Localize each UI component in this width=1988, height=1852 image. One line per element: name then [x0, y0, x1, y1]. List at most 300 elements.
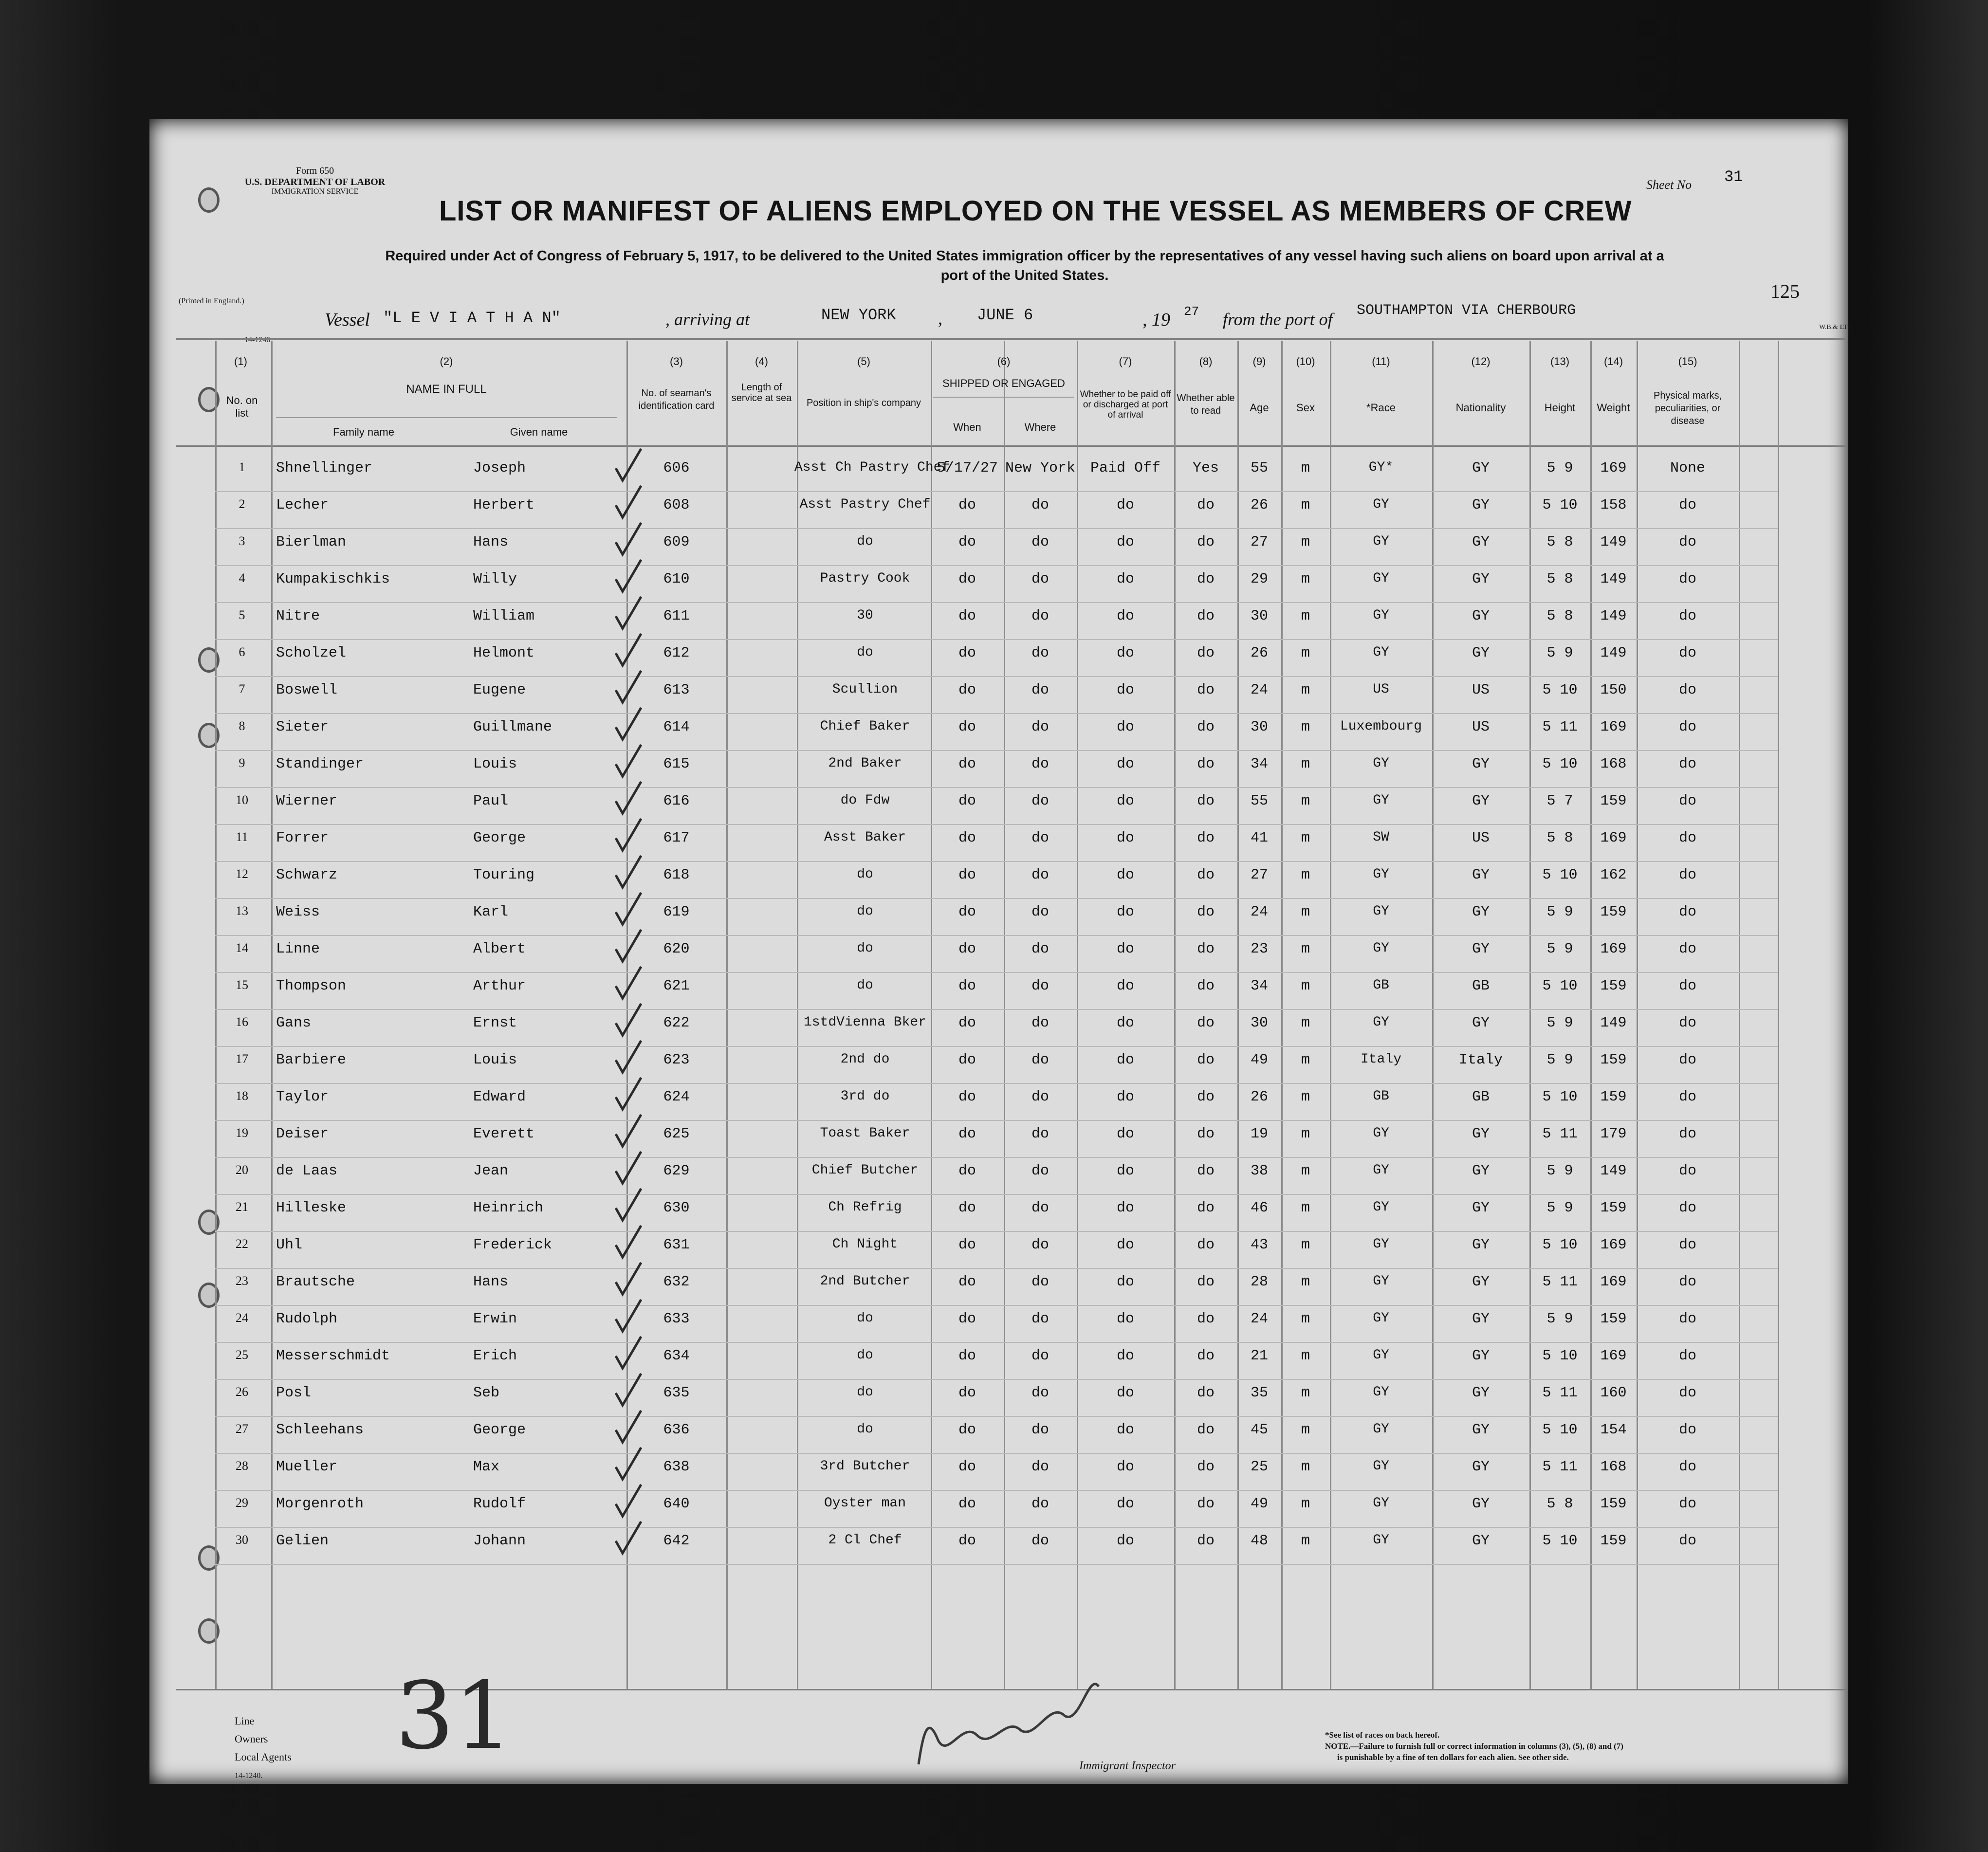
given-name: Frederick — [473, 1237, 552, 1253]
race: GY — [1373, 904, 1389, 919]
id-card-number: 608 — [663, 497, 690, 513]
race: Italy — [1360, 1052, 1401, 1067]
shipped-where: do — [1031, 571, 1049, 587]
height: 5 9 — [1546, 1015, 1573, 1031]
physical-marks: do — [1678, 1385, 1696, 1401]
race: GY — [1373, 1311, 1389, 1326]
family-name: Messerschmidt — [276, 1348, 390, 1364]
paid-off-status: do — [1116, 719, 1134, 735]
row-line — [215, 565, 1778, 566]
race: GB — [1373, 1089, 1389, 1104]
row-number: 3 — [239, 534, 245, 548]
shipped-when: do — [958, 1052, 976, 1068]
shipped-when: do — [958, 1422, 976, 1438]
height: 5 9 — [1546, 460, 1573, 477]
ship-position: do — [857, 1422, 873, 1437]
shipped-divider — [933, 397, 1074, 398]
ship-position: 2nd do — [840, 1052, 890, 1067]
race: GY — [1373, 756, 1389, 771]
row-line — [215, 1231, 1778, 1232]
nationality: GY — [1472, 1200, 1490, 1216]
row-number: 1 — [239, 460, 245, 474]
row-line — [215, 787, 1778, 788]
paid-off-status: do — [1116, 1274, 1134, 1290]
sex: m — [1301, 1089, 1310, 1105]
family-name: Kumpakischkis — [276, 571, 390, 587]
weight: 162 — [1600, 867, 1627, 883]
id-card-number: 638 — [663, 1459, 690, 1475]
physical-marks: do — [1678, 571, 1696, 587]
sex: m — [1301, 978, 1310, 994]
id-card-number: 616 — [663, 793, 690, 809]
row-line — [215, 1564, 1778, 1565]
paid-off-status: do — [1116, 756, 1134, 772]
given-name: Rudolf — [473, 1496, 526, 1512]
age: 30 — [1250, 608, 1268, 624]
nationality: GB — [1472, 978, 1490, 994]
id-card-number: 622 — [663, 1015, 690, 1031]
able-to-read: do — [1196, 830, 1215, 846]
id-card-number: 606 — [663, 460, 690, 477]
header-position: Position in ship's company — [806, 398, 921, 408]
given-name: Louis — [473, 1052, 517, 1068]
row-line — [215, 1083, 1778, 1084]
sex: m — [1301, 682, 1310, 698]
id-card-number: 621 — [663, 978, 690, 994]
shipped-when: do — [958, 941, 976, 957]
shipped-where: do — [1031, 793, 1049, 809]
nationality: GY — [1472, 460, 1490, 477]
sex: m — [1301, 1459, 1310, 1475]
row-line — [215, 1379, 1778, 1380]
family-name: Shnellinger — [276, 460, 373, 477]
row-line — [215, 1268, 1778, 1269]
row-line — [215, 1453, 1778, 1454]
paid-off-status: do — [1116, 534, 1134, 550]
year-prefix: , 19 — [1142, 310, 1170, 330]
row-number: 16 — [236, 1015, 248, 1029]
shipped-when: do — [958, 682, 976, 698]
height: 5 8 — [1546, 571, 1573, 587]
weight: 158 — [1600, 497, 1627, 513]
race: GY — [1373, 497, 1389, 512]
colnum-5: (5) — [857, 355, 870, 367]
row-line — [215, 1416, 1778, 1417]
id-card-number: 634 — [663, 1348, 690, 1364]
header-when: When — [953, 421, 981, 433]
row-number: 21 — [236, 1200, 248, 1214]
race: GY — [1373, 1015, 1389, 1030]
colnum-9: (9) — [1252, 355, 1266, 367]
able-to-read: do — [1196, 1163, 1215, 1179]
colnum-2: (2) — [440, 355, 453, 367]
able-to-read: do — [1196, 978, 1215, 994]
form-code — [244, 336, 272, 345]
sex: m — [1301, 571, 1310, 587]
id-card-number: 614 — [663, 719, 690, 735]
shipped-when: do — [958, 1348, 976, 1364]
age: 26 — [1250, 497, 1268, 513]
given-name: Johann — [473, 1533, 526, 1549]
row-line — [215, 898, 1778, 899]
able-to-read: do — [1196, 1533, 1215, 1549]
sex: m — [1301, 460, 1310, 477]
race: GY — [1373, 1385, 1389, 1400]
row-line — [215, 935, 1778, 936]
ship-position: 3rd Butcher — [820, 1459, 910, 1474]
ship-position: do — [857, 978, 873, 993]
paid-off-status: do — [1116, 1311, 1134, 1327]
given-name: Paul — [473, 793, 509, 809]
inspector-label: Immigrant Inspector — [1079, 1760, 1176, 1772]
able-to-read: do — [1196, 1089, 1215, 1105]
height: 5 11 — [1542, 1126, 1578, 1142]
weight: 169 — [1600, 830, 1627, 846]
check-mark-icon — [612, 705, 646, 744]
shipped-where: do — [1031, 645, 1049, 661]
colnum-7: (7) — [1119, 355, 1132, 367]
able-to-read: do — [1196, 1496, 1215, 1512]
family-name: Gelien — [276, 1533, 329, 1549]
header-name-in-full: NAME IN FULL — [406, 383, 487, 396]
id-card-number: 620 — [663, 941, 690, 957]
check-mark-icon — [612, 668, 646, 707]
height: 5 9 — [1546, 645, 1573, 661]
id-card-number: 623 — [663, 1052, 690, 1068]
paid-off-status: do — [1116, 682, 1134, 698]
family-name: Hilleske — [276, 1200, 347, 1216]
ship-position: do — [857, 645, 873, 660]
shipped-when: do — [958, 830, 976, 846]
age: 29 — [1250, 571, 1268, 587]
family-name: Rudolph — [276, 1311, 338, 1327]
ship-position: 2nd Baker — [828, 756, 902, 771]
race: GY — [1373, 1126, 1389, 1141]
physical-marks: None — [1670, 460, 1705, 477]
header-paid-off: Whether to be paid off or discharged at port of arrival — [1080, 389, 1171, 420]
physical-marks: do — [1678, 534, 1696, 550]
family-name: Wierner — [276, 793, 338, 809]
physical-marks: do — [1678, 1237, 1696, 1253]
nationality: GY — [1472, 571, 1490, 587]
weight: 159 — [1600, 1496, 1627, 1512]
shipped-when: do — [958, 1089, 976, 1105]
age: 26 — [1250, 645, 1268, 661]
shipped-where: do — [1031, 1237, 1049, 1253]
physical-marks: do — [1678, 793, 1696, 809]
physical-marks: do — [1678, 1015, 1696, 1031]
header-weight: Weight — [1597, 402, 1630, 414]
height: 5 10 — [1542, 756, 1578, 772]
header-sex: Sex — [1296, 402, 1315, 414]
colnum-1: (1) — [234, 355, 247, 367]
given-name: Hans — [473, 534, 509, 550]
race: SW — [1373, 830, 1389, 845]
row-line — [215, 528, 1778, 529]
shipped-when: do — [958, 534, 976, 550]
row-line — [215, 1046, 1778, 1047]
colnum-4: (4) — [755, 355, 768, 367]
subtitle-line-1: Required under Act of Congress of February 5, 1917, to be delivered to the United States immigration officer by the representatives of any vessel having such aliens on board upon arrival at a — [385, 248, 1664, 264]
shipped-where: do — [1031, 719, 1049, 735]
family-name: de Laas — [276, 1163, 338, 1179]
given-name: Erich — [473, 1348, 517, 1364]
check-mark-icon — [612, 1519, 646, 1558]
shipped-when: do — [958, 1311, 976, 1327]
family-name: Weiss — [276, 904, 320, 920]
height: 5 8 — [1546, 1496, 1573, 1512]
shipped-where: do — [1031, 1015, 1049, 1031]
ship-position: Asst Ch Pastry Chef — [794, 460, 950, 475]
service-name: IMMIGRATION SERVICE — [271, 187, 359, 196]
race: GY — [1373, 1459, 1389, 1474]
race: GY — [1373, 1533, 1389, 1548]
physical-marks: do — [1678, 830, 1696, 846]
handwritten-sheet-number: 31 — [395, 1662, 513, 1770]
id-card-number: 625 — [663, 1126, 690, 1142]
race: GY — [1373, 1163, 1389, 1178]
height: 5 10 — [1542, 1422, 1578, 1438]
family-name: Forrer — [276, 830, 329, 846]
header-id-card: No. of seaman's identification card — [638, 388, 715, 411]
printer-mark: W.B.& LTD. — [1819, 324, 1855, 331]
nationality: US — [1472, 830, 1490, 846]
page-number: 125 — [1770, 280, 1800, 302]
able-to-read: do — [1196, 608, 1215, 624]
shipped-when: do — [958, 1496, 976, 1512]
height: 5 7 — [1546, 793, 1573, 809]
nationality: GY — [1472, 534, 1490, 550]
height: 5 8 — [1546, 830, 1573, 846]
ship-position: do Fdw — [840, 793, 890, 808]
age: 24 — [1250, 682, 1268, 698]
header-where: Where — [1024, 421, 1056, 433]
shipped-when: do — [958, 719, 976, 735]
weight: 159 — [1600, 1533, 1627, 1549]
race: GY — [1373, 1348, 1389, 1363]
check-mark-icon — [612, 446, 646, 485]
physical-marks: do — [1678, 867, 1696, 883]
age: 49 — [1250, 1496, 1268, 1512]
weight: 159 — [1600, 793, 1627, 809]
nationality: GY — [1472, 645, 1490, 661]
age: 24 — [1250, 904, 1268, 920]
physical-marks: do — [1678, 645, 1696, 661]
family-name: Uhl — [276, 1237, 303, 1253]
row-number: 14 — [236, 941, 248, 955]
ship-position: Ch Night — [832, 1237, 898, 1252]
paid-off-status: do — [1116, 1533, 1134, 1549]
race: GB — [1373, 978, 1389, 993]
nationality: GY — [1472, 1533, 1490, 1549]
shipped-when: do — [958, 571, 976, 587]
header-given-name: Given name — [510, 426, 568, 438]
sex: m — [1301, 756, 1310, 772]
weight: 159 — [1600, 978, 1627, 994]
shipped-where: do — [1031, 941, 1049, 957]
column-divider — [1739, 341, 1740, 1689]
shipped-where: do — [1031, 1274, 1049, 1290]
shipped-when: do — [958, 793, 976, 809]
family-name: Sieter — [276, 719, 329, 735]
ship-position: Asst Pastry Chef — [799, 497, 931, 512]
nationality: GY — [1472, 497, 1490, 513]
able-to-read: do — [1196, 1459, 1215, 1475]
physical-marks: do — [1678, 1533, 1696, 1549]
height: 5 9 — [1546, 941, 1573, 957]
shipped-where: do — [1031, 830, 1049, 846]
sex: m — [1301, 1126, 1310, 1142]
family-name: Schleehans — [276, 1422, 364, 1438]
paid-off-status: do — [1116, 1163, 1134, 1179]
able-to-read: do — [1196, 1274, 1215, 1290]
age: 27 — [1250, 867, 1268, 883]
header-no-on-list: No. on list — [226, 394, 258, 419]
sex: m — [1301, 1422, 1310, 1438]
shipped-where: do — [1031, 978, 1049, 994]
shipped-where: do — [1031, 1311, 1049, 1327]
given-name: Edward — [473, 1089, 526, 1105]
check-mark-icon — [612, 1445, 646, 1484]
race: US — [1373, 682, 1389, 697]
height: 5 9 — [1546, 904, 1573, 920]
race: GY — [1373, 1200, 1389, 1215]
id-card-number: 629 — [663, 1163, 690, 1179]
weight: 149 — [1600, 645, 1627, 661]
name-divider — [276, 417, 617, 418]
paid-off-status: do — [1116, 1089, 1134, 1105]
family-name: Thompson — [276, 978, 347, 994]
given-name: Jean — [473, 1163, 509, 1179]
able-to-read: do — [1196, 867, 1215, 883]
weight: 149 — [1600, 534, 1627, 550]
age: 35 — [1250, 1385, 1268, 1401]
physical-marks: do — [1678, 682, 1696, 698]
age: 19 — [1250, 1126, 1268, 1142]
family-name: Gans — [276, 1015, 312, 1031]
weight: 149 — [1600, 1163, 1627, 1179]
weight: 168 — [1600, 1459, 1627, 1475]
paid-off-status: do — [1116, 1200, 1134, 1216]
check-mark-icon — [612, 1482, 646, 1521]
physical-marks: do — [1678, 1348, 1696, 1364]
nationality: GB — [1472, 1089, 1490, 1105]
ship-position: do — [857, 904, 873, 919]
shipped-where: do — [1031, 1200, 1049, 1216]
race: GY — [1373, 1422, 1389, 1437]
paid-off-status: do — [1116, 978, 1134, 994]
able-to-read: do — [1196, 1385, 1215, 1401]
physical-marks: do — [1678, 497, 1696, 513]
shipped-when: do — [958, 1459, 976, 1475]
shipped-when: do — [958, 904, 976, 920]
nationality: Italy — [1458, 1052, 1503, 1068]
row-number: 26 — [236, 1385, 248, 1399]
check-mark-icon — [612, 927, 646, 966]
race: GY — [1373, 571, 1389, 586]
weight: 169 — [1600, 719, 1627, 735]
able-to-read: do — [1196, 571, 1215, 587]
ship-position: Chief Baker — [820, 719, 910, 734]
sheet-label: Sheet No — [1646, 178, 1692, 192]
given-name: Ernst — [473, 1015, 517, 1031]
sex: m — [1301, 904, 1310, 920]
nationality: GY — [1472, 1459, 1490, 1475]
printed-in: (Printed in England.) — [179, 297, 244, 305]
row-number: 25 — [236, 1348, 248, 1362]
ship-position: do — [857, 941, 873, 956]
id-card-number: 636 — [663, 1422, 690, 1438]
family-name: Morgenroth — [276, 1496, 364, 1512]
family-name: Linne — [276, 941, 320, 957]
height: 5 11 — [1542, 719, 1578, 735]
nationality: GY — [1472, 1422, 1490, 1438]
shipped-when: do — [958, 1126, 976, 1142]
column-divider — [271, 341, 273, 1689]
vessel-name: "L E V I A T H A N" — [383, 309, 561, 327]
check-mark-icon — [612, 1186, 646, 1225]
height: 5 10 — [1542, 497, 1578, 513]
row-number: 20 — [236, 1163, 248, 1177]
family-name: Brautsche — [276, 1274, 355, 1290]
given-name: George — [473, 1422, 526, 1438]
given-name: Hans — [473, 1274, 509, 1290]
physical-marks: do — [1678, 1311, 1696, 1327]
arrival-date: JUNE 6 — [977, 306, 1033, 324]
page-title: LIST OR MANIFEST OF ALIENS EMPLOYED ON THE VESSEL AS MEMBERS OF CREW — [439, 195, 1632, 227]
age: 55 — [1250, 793, 1268, 809]
able-to-read: do — [1196, 1311, 1215, 1327]
ship-position: Chief Butcher — [811, 1163, 919, 1178]
age: 25 — [1250, 1459, 1268, 1475]
family-name: Deiser — [276, 1126, 329, 1142]
physical-marks: do — [1678, 1200, 1696, 1216]
id-card-number: 640 — [663, 1496, 690, 1512]
physical-marks: do — [1678, 1126, 1696, 1142]
race: GY — [1373, 793, 1389, 808]
subtitle-line-2: port of the United States. — [940, 268, 1109, 283]
able-to-read: do — [1196, 1200, 1215, 1216]
shipped-when: 5/17/27 — [936, 460, 998, 477]
row-number: 8 — [239, 719, 245, 733]
shipped-where: do — [1031, 867, 1049, 883]
weight: 159 — [1600, 904, 1627, 920]
nationality: GY — [1472, 941, 1490, 957]
shipped-where: do — [1031, 1533, 1049, 1549]
ship-position: do — [857, 1348, 873, 1363]
age: 46 — [1250, 1200, 1268, 1216]
weight: 179 — [1600, 1126, 1627, 1142]
race: GY — [1373, 534, 1389, 549]
id-card-number: 619 — [663, 904, 690, 920]
ship-position: Scullion — [832, 682, 898, 697]
row-line — [215, 1009, 1778, 1010]
family-name: Schwarz — [276, 867, 338, 883]
age: 49 — [1250, 1052, 1268, 1068]
paid-off-status: do — [1116, 941, 1134, 957]
row-number: 22 — [236, 1237, 248, 1251]
colnum-14: (14) — [1603, 355, 1623, 367]
id-card-number: 631 — [663, 1237, 690, 1253]
given-name: Heinrich — [473, 1200, 544, 1216]
able-to-read: do — [1196, 941, 1215, 957]
row-number: 5 — [239, 608, 245, 622]
row-number: 18 — [236, 1089, 248, 1103]
shipped-where: do — [1031, 1163, 1049, 1179]
column-divider — [215, 341, 217, 1689]
age: 55 — [1250, 460, 1268, 477]
paid-off-status: do — [1116, 1422, 1134, 1438]
